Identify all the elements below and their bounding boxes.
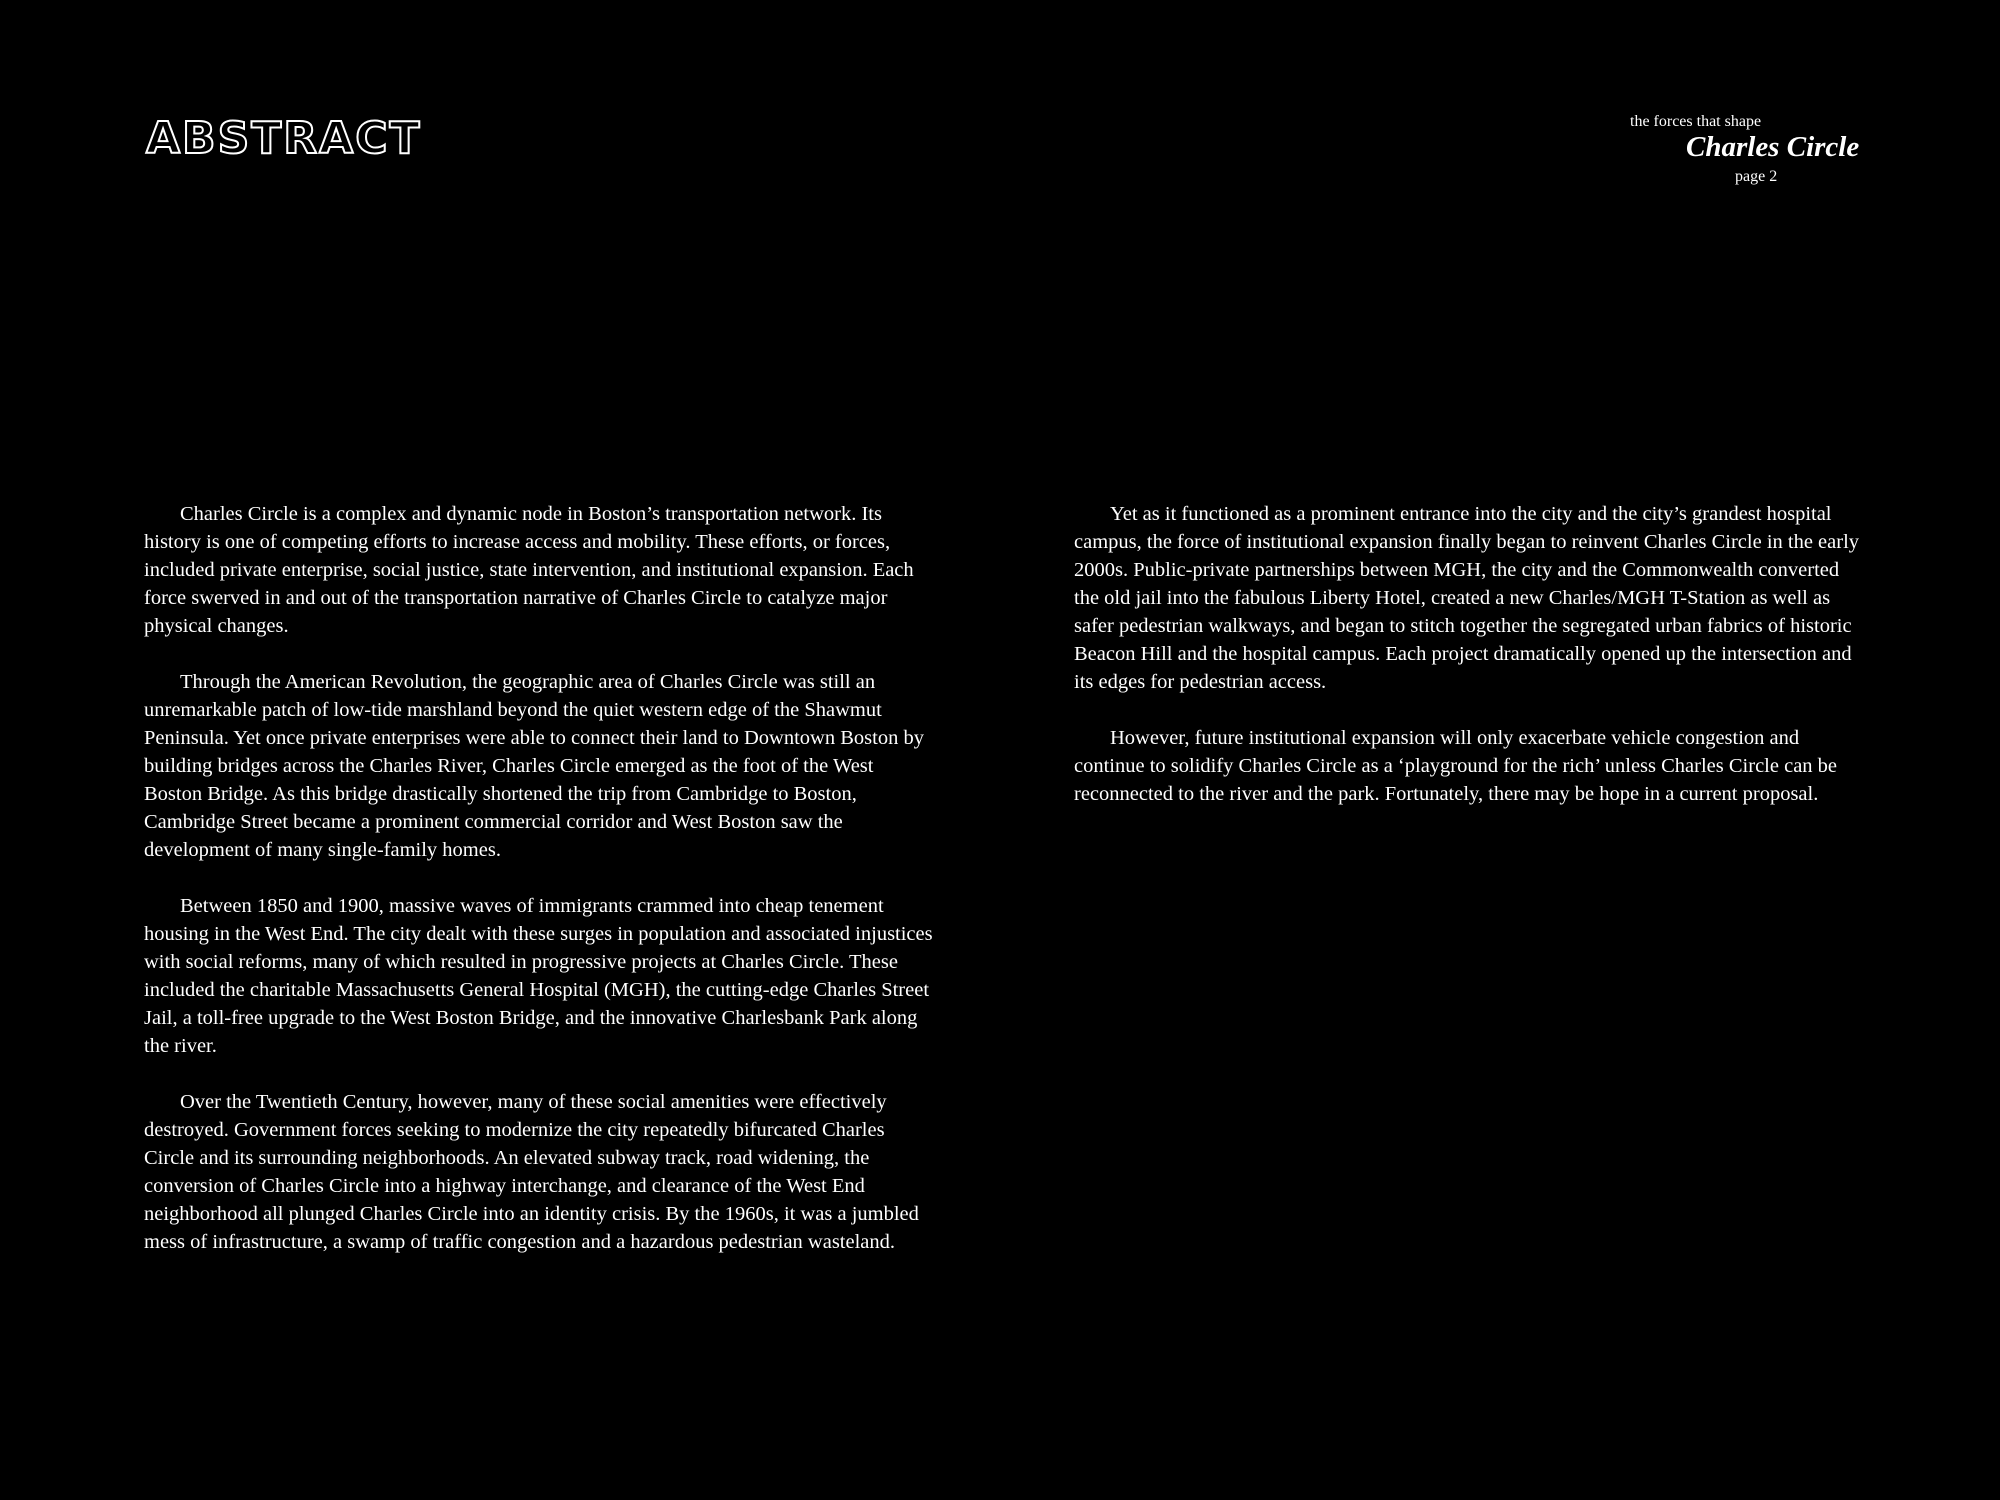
paragraph: Through the American Revolution, the geographic area of Charles Circle was still an unremarkable patch of low-tide marshland beyond the quiet western edge of the Shawmut Peninsula. Yet once private enterprises were able to connect their land to Downtown Boston by building bridges across the Charles River, Charles Circle emerged as the foot of the West Boston Bridge. As this bridge drastically shortened the trip from Cambridge to Boston, Cambridge Street became a prominent commercial corridor and West Boston saw the development of many single-family homes. (144, 671, 924, 861)
paragraph: Charles Circle is a complex and dynamic node in Boston’s transportation network. Its history is one of competing efforts to increase access and mobility. These efforts, or forces, included private enterprise, social justice, state intervention, and institutional expansion. Each force swerved in and out of the transportation narrative of Charles Circle to catalyze major physical changes. (144, 503, 914, 637)
left-text-column (144, 500, 934, 1284)
paragraph: Over the Twentieth Century, however, many of these social amenities were effectively destroyed. Government forces seeking to modernize the city repeatedly bifurcated Charles Circle and its surrounding neighborhoods. An elevated subway track, road widening, the conversion of Charles Circle into a highway interchange, and clearance of the West End neighborhood all plunged Charles Circle into an identity crisis. By the 1960s, it was a jumbled mess of infrastructure, a swamp of traffic congestion and a hazardous pedestrian wasteland. (144, 1091, 919, 1253)
running-head-kicker: the forces that shape (1630, 113, 1762, 130)
running-head-book-title: Charles Circle (1686, 131, 1860, 163)
running-head (1560, 110, 1980, 190)
paragraph: Yet as it functioned as a prominent entrance into the city and the city’s grandest hospital campus, the force of institutional expansion finally began to reinvent Charles Circle in the early 2000s. Public-private partnerships between MGH, the city and the Commonwealth converted the old jail into the fabulous Liberty Hotel, created a new Charles/MGH T-Station as well as safer pedestrian walkways, and began to stitch together the segregated urban fabrics of historic Beacon Hill and the hospital campus. Each project dramatically opened up the intersection and its edges for pedestrian access. (1074, 503, 1860, 693)
paragraph: However, future institutional expansion will only exacerbate vehicle congestion and continue to solidify Charles Circle as a ‘playground for the rich’ unless Charles Circle can be reconnected to the river and the park. Fortunately, there may be hope in a current proposal. (1074, 727, 1838, 805)
paragraph: Between 1850 and 1900, massive waves of immigrants crammed into cheap tenement housing in the West End. The city dealt with these surges in population and associated injustices with social reforms, many of which resulted in progressive projects at Charles Circle. These included the charitable Massachusetts General Hospital (MGH), the cutting-edge Charles Street Jail, a toll-free upgrade to the West Boston Bridge, and the innovative Charlesbank Park along the river. (144, 895, 933, 1057)
right-text-column (1074, 500, 1864, 836)
page-title: ABSTRACT (146, 113, 422, 164)
page-number: page 2 (1735, 168, 1778, 185)
